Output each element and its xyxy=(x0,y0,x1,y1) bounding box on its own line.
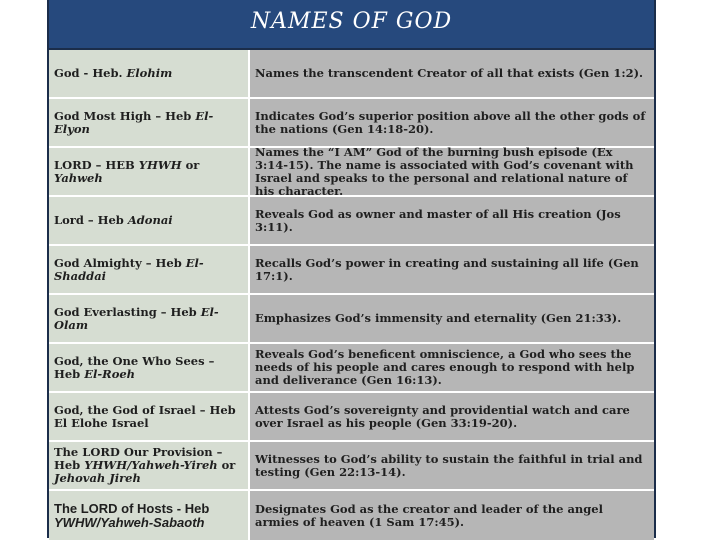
description-cell: Names the transcendent Creator of all that exists (Gen 1:2). xyxy=(250,50,654,97)
name-cell: God Almighty – Heb El-Shaddai xyxy=(49,246,250,293)
table-row xyxy=(49,295,654,344)
description-cell: Indicates God’s superior position above all the other gods of the nations (Gen 14:18-20). xyxy=(250,99,654,146)
table-row xyxy=(49,246,654,295)
table-row xyxy=(49,442,654,491)
table-row xyxy=(49,99,654,148)
page-title: NAMES OF GOD xyxy=(250,8,453,34)
description-cell: Emphasizes God’s immensity and eternality (Gen 21:33). xyxy=(250,295,654,342)
description-cell: Reveals God’s beneficent omniscience, a God who sees the needs of his people and cares enough to respond with help and deliverance (Gen 16:13). xyxy=(250,344,654,391)
description-cell: Designates God as the creator and leader of the angel armies of heaven (1 Sam 17:45). xyxy=(250,491,654,540)
description-cell: Recalls God’s power in creating and sustaining all life (Gen 17:1). xyxy=(250,246,654,293)
names-of-god-table xyxy=(47,0,656,538)
name-cell: The LORD of Hosts - Heb YWHW/Yahweh-Sabaoth xyxy=(49,491,250,540)
name-cell: God, the God of Israel – Heb El Elohe Israel xyxy=(49,393,250,440)
name-cell: Lord – Heb Adonai xyxy=(49,197,250,244)
name-cell: God, the One Who Sees – Heb El-Roeh xyxy=(49,344,250,391)
table-row xyxy=(49,344,654,393)
name-cell: The LORD Our Provision – Heb YHWH/Yahweh-Yireh or Jehovah Jireh xyxy=(49,442,250,489)
table-row xyxy=(49,144,654,198)
table-row xyxy=(49,491,654,540)
description-cell: Attests God’s sovereignty and providential watch and care over Israel as his people (Gen 33:19-20). xyxy=(250,393,654,440)
description-cell: Witnesses to God’s ability to sustain the faithful in trial and testing (Gen 22:13-14). xyxy=(250,442,654,489)
table-row xyxy=(49,50,654,99)
name-cell: God - Heb. Elohim xyxy=(49,50,250,97)
table-row xyxy=(49,197,654,246)
description-cell: Reveals God as owner and master of all His creation (Jos 3:11). xyxy=(250,197,654,244)
description-cell: Names the “I AM” God of the burning bush episode (Ex 3:14-15). The name is associated with God’s covenant with Israel and speaks to the personal and relational nature of his character. xyxy=(250,148,654,195)
name-cell: God Everlasting – Heb El-Olam xyxy=(49,295,250,342)
name-cell: God Most High – Heb El-Elyon xyxy=(49,99,250,146)
table-row xyxy=(49,393,654,442)
table-body xyxy=(49,50,654,540)
title-bar xyxy=(49,0,654,50)
name-cell: LORD – HEB YHWH or Yahweh xyxy=(49,148,250,195)
